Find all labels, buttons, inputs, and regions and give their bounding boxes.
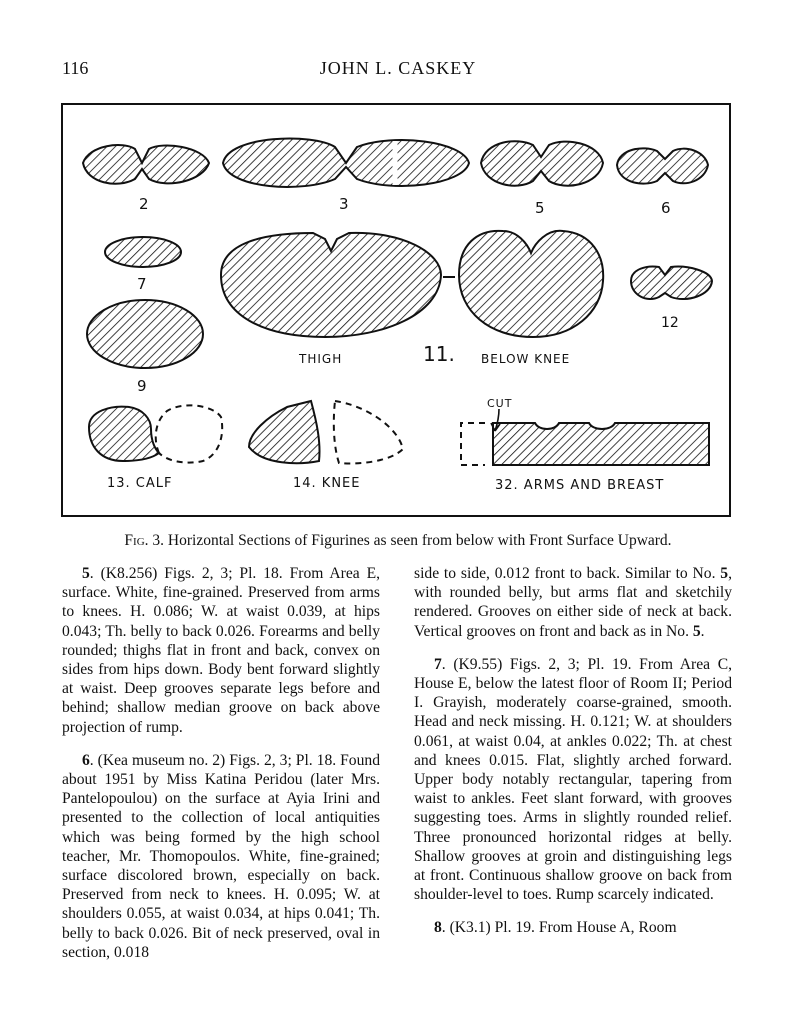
label-5: 5 [535, 199, 545, 217]
entry-6-cont-text-c: . [700, 622, 705, 640]
section-6-shape [617, 148, 708, 183]
entry-5 [62, 564, 380, 737]
section-14-restoration [334, 401, 403, 463]
label-6: 6 [661, 199, 671, 217]
label-arms-breast: 32. ARMS AND BREAST [495, 478, 665, 493]
label-cut: CUT [487, 397, 513, 410]
caption-text: Horizontal Sections of Figurines as seen from below with Front Surface Upward. [167, 532, 672, 549]
right-column [414, 564, 732, 952]
section-12-shape [631, 267, 712, 300]
label-thigh: THIGH [299, 352, 343, 366]
entry-6-ref-5: 5 [720, 565, 729, 582]
entry-6 [62, 751, 380, 962]
section-32-shape [493, 423, 709, 465]
entry-8-number: 8 [434, 919, 442, 937]
section-5-shape [481, 141, 603, 185]
section-11-below-knee-shape [459, 231, 603, 337]
left-column [62, 564, 380, 976]
entry-8 [414, 918, 732, 937]
running-head: JOHN L. CASKEY [319, 58, 477, 78]
caption-prefix: Fig. 3. [124, 532, 165, 549]
section-32-restoration [461, 423, 485, 465]
label-3: 3 [339, 195, 349, 213]
entry-6-number: 6 [82, 751, 90, 769]
entry-7 [414, 655, 732, 905]
section-11-thigh-shape [221, 233, 441, 337]
entry-7-text: . (K9.55) Figs. 2, 3; Pl. 19. From Area C, House E, below the latest floor of Room II; Period I. Grayish, moderately coarse-grained, smooth. Head and neck missing. H. 0.121; W. at shoulders 0.061, at waist 0.04, at ankles 0.022; Th. at chest and knees 0.015. Flat, slightly arched forward. Upper body notably rectangular, tapering from waist to ankles. Feet slant forward, with grooves suggesting toes. Arms in slightly rounded relief. Three pronounced horizontal ridges at belly. Shallow grooves at groin and distinguishing legs at front. Continuous shallow groove on back from shoulder-level to toes. Rump scarcely indicated. [414, 655, 732, 904]
label-12: 12 [661, 315, 679, 331]
label-below-knee: BELOW KNEE [481, 352, 571, 366]
section-7-shape [105, 237, 181, 267]
section-13-restoration [156, 405, 222, 462]
figure-caption [62, 532, 734, 550]
entry-5-number: 5 [82, 565, 90, 582]
label-9: 9 [137, 377, 147, 395]
figure-3 [61, 103, 731, 517]
entry-6-continued [414, 564, 732, 641]
page-header [62, 58, 734, 82]
entry-6-cont-text-a: side to side, 0.012 front to back. Similar to No. [414, 565, 721, 582]
section-13-calf-shape [89, 407, 159, 461]
entry-6-ref-5-second: 5 [692, 622, 701, 640]
section-3-shape [223, 139, 469, 187]
label-knee: 14. KNEE [293, 476, 361, 491]
entry-6-text: . (Kea museum no. 2) Figs. 2, 3; Pl. 18. Found about 1951 by Miss Katina Peridou (later Mrs. Pantelopoulou) on the surface at Ayia Irini and presented to the collection of local antiquities which was being formed by the high school teacher, Mr. Thomopoulos. White, fine-grained; surface discolored brown, especially on back. Preserved from neck to knees. H. 0.095; W. at shoulders 0.055, at waist 0.034, at hips 0.041; Th. belly to back 0.026. Bit of neck preserved, oval in section, 0.018 [62, 751, 380, 961]
label-calf: 13. CALF [107, 476, 173, 491]
section-2-shape [83, 145, 209, 184]
page-number: 116 [62, 58, 89, 78]
entry-7-number: 7 [434, 655, 442, 673]
label-7: 7 [137, 275, 147, 293]
label-11: 11. [423, 342, 455, 366]
entry-6-cont-text-b: , with rounded belly, but arms flat and sketchily rendered. Grooves on either side of neck at back. Vertical grooves on front and back as in No. [414, 565, 732, 640]
entry-5-text: . (K8.256) Figs. 2, 3; Pl. 18. From Area E, surface. White, fine-grained. Preserved from arms to knees. H. 0.086; W. at waist 0.039, at hips 0.043; Th. belly to back 0.026. Forearms and belly rounded; thighs flat in front and back, convex on sides from hips down. Body bent forward slightly at waist. Deep grooves separate legs before and behind; shallow median groove on back above projection of rump. [62, 565, 380, 736]
section-drawings [63, 105, 729, 515]
section-14-knee-shape [249, 401, 320, 463]
section-9-shape [87, 300, 203, 368]
label-2: 2 [139, 195, 149, 213]
entry-8-text: . (K3.1) Pl. 19. From House A, Room [441, 919, 677, 937]
